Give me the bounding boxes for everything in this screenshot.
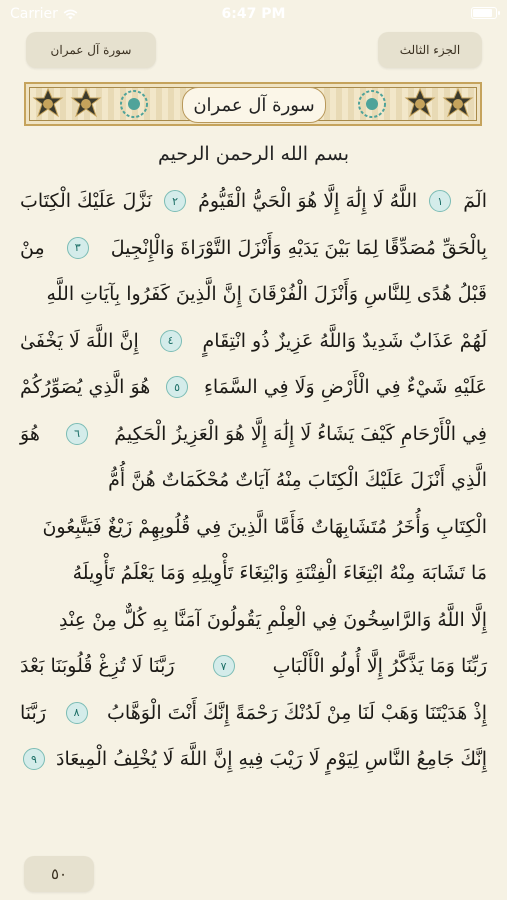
ayah-number-marker[interactable]: ٤ (160, 330, 182, 352)
verse-text[interactable]: إِنَّكَ جَامِعُ النَّاسِ لِيَوْمٍ لَا رَيْبَ فِيهِ إِنَّ اللَّهَ لَا يُخْلِفُ الْمِيعَادَ (55, 748, 487, 771)
ornament-rosette-icon (404, 88, 436, 120)
ornament-rosette-icon (442, 88, 474, 120)
verse-text[interactable]: فِي الْأَرْحَامِ كَيْفَ يَشَاءُ لَا إِلَٰهَ إِلَّا هُوَ الْعَزِيزُ الْحَكِيمُ (114, 422, 487, 445)
verse-text[interactable]: عَلَيْهِ شَيْءٌ فِي الْأَرْضِ وَلَا فِي السَّمَاءِ (203, 376, 487, 399)
page-number: ٥٠ (50, 865, 68, 883)
verse-text[interactable]: مَا تَشَابَهَ مِنْهُ ابْتِغَاءَ الْفِتْنَةِ وَابْتِغَاءَ تَأْوِيلِهِ وَمَا يَعْلَمُ تَأْوِيلَهُ (72, 562, 487, 585)
ayah-number-marker[interactable]: ٦ (66, 423, 88, 445)
page-number-button[interactable] (24, 856, 94, 892)
status-bar (0, 0, 507, 28)
juz-button[interactable] (378, 32, 482, 68)
ayah-number-marker[interactable]: ١ (429, 190, 451, 212)
verse-line (20, 364, 487, 411)
verse-line (20, 178, 487, 225)
surah-name-label: سورة آل عمران (50, 43, 132, 57)
verse-text[interactable]: الٓمٓ (463, 190, 487, 213)
verse-line (20, 550, 487, 597)
ornament-rosette-icon (32, 88, 64, 120)
verse-text[interactable]: الَّذِي أَنْزَلَ عَلَيْكَ الْكِتَابَ مِنْهُ آيَاتٌ مُحْكَمَاتٌ هُنَّ أُمُّ (108, 469, 487, 492)
verse-line (20, 504, 487, 551)
verse-text[interactable]: اللَّهُ لَا إِلَٰهَ إِلَّا هُوَ الْحَيُّ الْقَيُّومُ (198, 190, 418, 213)
verse-text[interactable]: رَبَّنَا (20, 701, 47, 724)
basmala: بسم الله الرحمن الرحيم (158, 143, 349, 165)
verse-line (20, 225, 487, 272)
verse-text[interactable]: الْكِتَابِ وَأُخَرُ مُتَشَابِهَاتٌ فَأَمَّا الَّذِينَ فِي قُلُوبِهِمْ زَيْغٌ فَيَتَّبِعُونَ (42, 515, 487, 538)
verse-line (20, 690, 487, 737)
verse-line (20, 736, 487, 783)
verse-text[interactable]: إِنَّ اللَّهَ لَا يَخْفَىٰ (20, 329, 139, 352)
ayah-number-marker[interactable]: ٧ (213, 655, 235, 677)
surah-title-text: سورة آل عمران (193, 94, 315, 116)
verse-text-area[interactable] (20, 178, 487, 783)
verse-text[interactable]: بِالْحَقِّ مُصَدِّقًا لِمَا بَيْنَ يَدَيْهِ وَأَنْزَلَ التَّوْرَاةَ وَالْإِنْجِيلَ (110, 236, 487, 259)
ayah-number-marker[interactable]: ٩ (23, 748, 45, 770)
clock: 6:47 PM (221, 6, 286, 22)
carrier-label: Carrier (10, 6, 58, 22)
verse-text[interactable]: هُوَ (20, 422, 40, 445)
battery-icon (471, 7, 497, 19)
verse-line (20, 318, 487, 365)
verse-text[interactable]: قَبْلُ هُدًى لِلنَّاسِ وَأَنْزَلَ الْفُرْقَانَ إِنَّ الَّذِينَ كَفَرُوا بِآيَاتِ اللَّهِ (46, 283, 487, 306)
ornament-floral-icon (356, 88, 388, 120)
verse-text[interactable]: مِنْ (20, 236, 45, 259)
verse-text[interactable]: هُوَ الَّذِي يُصَوِّرُكُمْ (20, 376, 151, 399)
verse-text[interactable]: نَزَّلَ عَلَيْكَ الْكِتَابَ (20, 190, 153, 213)
verse-line (20, 411, 487, 458)
juz-label: الجزء الثالث (399, 43, 461, 57)
verse-text[interactable]: رَبِّنَا وَمَا يَذَّكَّرُ إِلَّا أُولُو الْأَلْبَابِ (272, 655, 487, 678)
surah-header-banner (24, 82, 482, 126)
verse-text[interactable]: لَهُمْ عَذَابٌ شَدِيدٌ وَاللَّهُ عَزِيزٌ ذُو انْتِقَامٍ (202, 329, 487, 352)
ornament-rosette-icon (70, 88, 102, 120)
verse-text[interactable]: رَبَّنَا لَا تُزِغْ قُلُوبَنَا بَعْدَ (20, 655, 175, 678)
verse-line (20, 597, 487, 644)
verse-line (20, 271, 487, 318)
ayah-number-marker[interactable]: ٨ (66, 702, 88, 724)
verse-line (20, 643, 487, 690)
surah-title (182, 87, 326, 123)
ornament-floral-icon (118, 88, 150, 120)
verse-text[interactable]: إِذْ هَدَيْتَنَا وَهَبْ لَنَا مِنْ لَدُنْكَ رَحْمَةً إِنَّكَ أَنْتَ الْوَهَّابُ (107, 701, 487, 724)
surah-name-button[interactable] (26, 32, 156, 68)
ayah-number-marker[interactable]: ٣ (67, 237, 89, 259)
verse-text[interactable]: إِلَّا اللَّهُ وَالرَّاسِخُونَ فِي الْعِلْمِ يَقُولُونَ آمَنَّا بِهِ كُلٌّ مِنْ عِنْدِ (59, 608, 487, 631)
ayah-number-marker[interactable]: ٢ (164, 190, 186, 212)
ayah-number-marker[interactable]: ٥ (166, 376, 188, 398)
verse-line (20, 457, 487, 504)
